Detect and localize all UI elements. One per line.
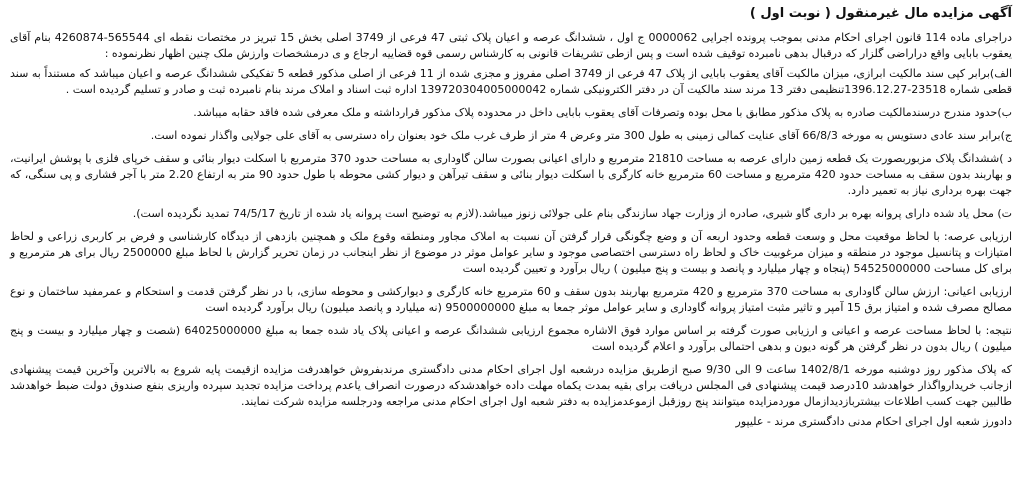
paragraph-land-valuation: ارزیابی عرصه: با لحاظ موقعیت محل و وسعت قطعه وحدود اربعه آن و وضع چگونگی قرار گرفتن آن نسبت به املاک مجاور ومنطقه وقوع ملک و همچنین بازدهی از دیدگاه کارشناسی و فرض بر کاربری زراعی و لحاظ امتیازات و پتانسیل موجود در منطقه و میزان مرغوبیت خاک و لحاظ راه دسترسی اختصاصی موجود و سایر عوامل موثر در موضوع از نظر اینجانب در زمان تحریر گزارش با لحاظ مبلغ 2500000 ریال برای هر مترمربع و برای کل مساحت 54525000000 (پنجاه و چهار میلیارد و پانصد و بیست و پنج میلیون ) ریال برآورد و تعیین گردیده است [10, 230, 1012, 275]
notice-title: آگهی مزایده مال غیرمنقول ( نوبت اول ) [749, 6, 1012, 21]
paragraph-auction-terms: که پلاک مذکور روز دوشنبه مورخه 1402/8/1 ساعت 9 الی 9/30 صبح ازطریق مزایده درشعبه اول اجرای احکام مدنی دادگستری مرندبفروش خواهدرفت مزایده ازقیمت پایه شروع به بالاترین وآخرین قیمت پیشنهادی ازجانب خریدارواگذار خواهدشد 10درصد قیمت پیشنهادی فی المجلس دریافت برای بقیه بمدت یکماه مهلت داده خواهدشدکه درصورت انصراف یاعدم پرداخت مزایده تجدید سپرده واریزی بنفع صندوق دولت ضبط خواهدشد طالبین جهت کسب اطلاعات بیشتربازدیدازمال موردمزایده میتوانند پنج روزقبل ازموعدمزایده به دفتر شعبه اول اجرای احکام مدنی مراجعه ودرجلسه مزایده شرکت نمایند. [10, 363, 1013, 408]
paragraph-jim: ج)برابر سند عادی دستویس به مورخه 66/8/3 آقای عنایت کمالی زمینی به طول 300 متر وعرض 4 متر از طرف غرب ملک خود بعنوان راه دسترسی به آقای علی جولایی واگذار نموده است. [150, 129, 1012, 142]
paragraph-be: ب)حدود مندرج درسندمالکیت صادره به پلاک مذکور مطابق با محل بوده وتصرفات آقای یعقوب بابایی داخل در محدوده پلاک مذکور قرارداشته و ملک معرفی شده فاقد حقابه میباشد. [193, 106, 1012, 119]
paragraph-alef: الف)برابر کپی سند مالکیت ابرازی، میزان مالکیت آقای یعقوب بابایی از پلاک 47 فرعی از 3749 اصلی مفروز و مجزی شده از 11 فرعی از اصلی مذکور قطعه 5 تفکیکی ششدانگ عرصه و اعیان میباشد که مستنداً به سند قطعی شماره 23518-1396.12.27تنظیمی دفتر 13 مرند سند مالکیت آن در دفتر الکترونیکی شماره 139720304005000042 اداره ثبت اسناد و املاک مرند بنام نامبرده ثبت و صادر و تسلیم گردیده است . [10, 67, 1013, 96]
paragraph-result: نتیجه: با لحاظ مساحت عرصه و اعیانی و ارزیابی صورت گرفته بر اساس موارد فوق الاشاره مجموع ارزیابی ششدانگ عرصه و اعیانی پلاک یاد شده جمعا به مبلغ 64025000000 (شصت و چهار میلیارد و بیست و پنج میلیون ) ریال بدون در نظر گرفتن هر گونه دیون و بدهی احتمالی برآورد و اعلام گردیده است [10, 324, 1012, 353]
paragraph-te: ت) محل یاد شده دارای پروانه بهره بر داری گاو شیری، صادره از وزارت جهاد سازندگی بنام علی جولائی زنوز میباشد.(لازم به توضیح است پروانه یاد شده از تاریخ 74/5/17 تمدید نگردیده است). [132, 207, 1012, 220]
paragraph-intro: دراجرای ماده 114 قانون اجرای احکام مدنی بموجب پرونده اجرایی 0000062 ج اول ، ششدانگ عرصه و اعیان پلاک ثبتی 47 فرعی از 3749 اصلی بخش 15 تبریز در مختصات نقطه ای 565544-4260874 بنام آقای یعقوب بابایی واقع دراراضی گلزار که درقبال بدهی نامبرده توقیف شده است و پس ازطی تشریفات قانونی به کارشناس رسمی قوه قضاییه ارجاع و ی درمشخصات وارزش ملک چنین اظهار نظرنموده : [10, 31, 1013, 60]
paragraph-building-valuation: ارزیابی اعیانی: ارزش سالن گاوداری به مساحت 370 مترمربع و 420 مترمربع بهاربند بدون سقف و 60 مترمربع خانه کارگری و دیوارکشی و محوطه سازی، با در نظر گرفتن قدمت و استحکام و عمرمفید ساختمان و نوع مصالح مصرف شده و امتیاز برق 15 آمپر و تاثیر مثبت امتیاز پروانه گاوداری و سایر عوامل موثر جمعا به مبلغ 9500000000 (نه میلیارد و پانصد میلیون) ریال برآورد گردیده است [10, 285, 1012, 314]
paragraph-dal: د )ششدانگ پلاک مزبوربصورت یک قطعه زمین دارای عرصه به مساحت 21810 مترمربع و دارای اعیانی بصورت سالن گاوداری به مساحت حدود 370 مترمربع با اسکلت دیوار بنائی و سقف خرپای فلزی با پوشش ایرانیت، و بهاربند بدون سقف به مساحت حدود 420 مترمربع و مساحت 60 مترمربع خانه کارگری با اسکلت دیوار بنائی و سقف تیرآهن و دیوار کشی محوطه با طول حدود 90 متر به ارتفاع 2.20 متر با آجر فشاری و پی سنگی، که جهت بهره برداری نیاز به تعمیر دارد. [10, 152, 1012, 197]
signature: دادورز شعبه اول اجرای احکام مدنی دادگستری مرند - علیپور [735, 415, 1012, 428]
